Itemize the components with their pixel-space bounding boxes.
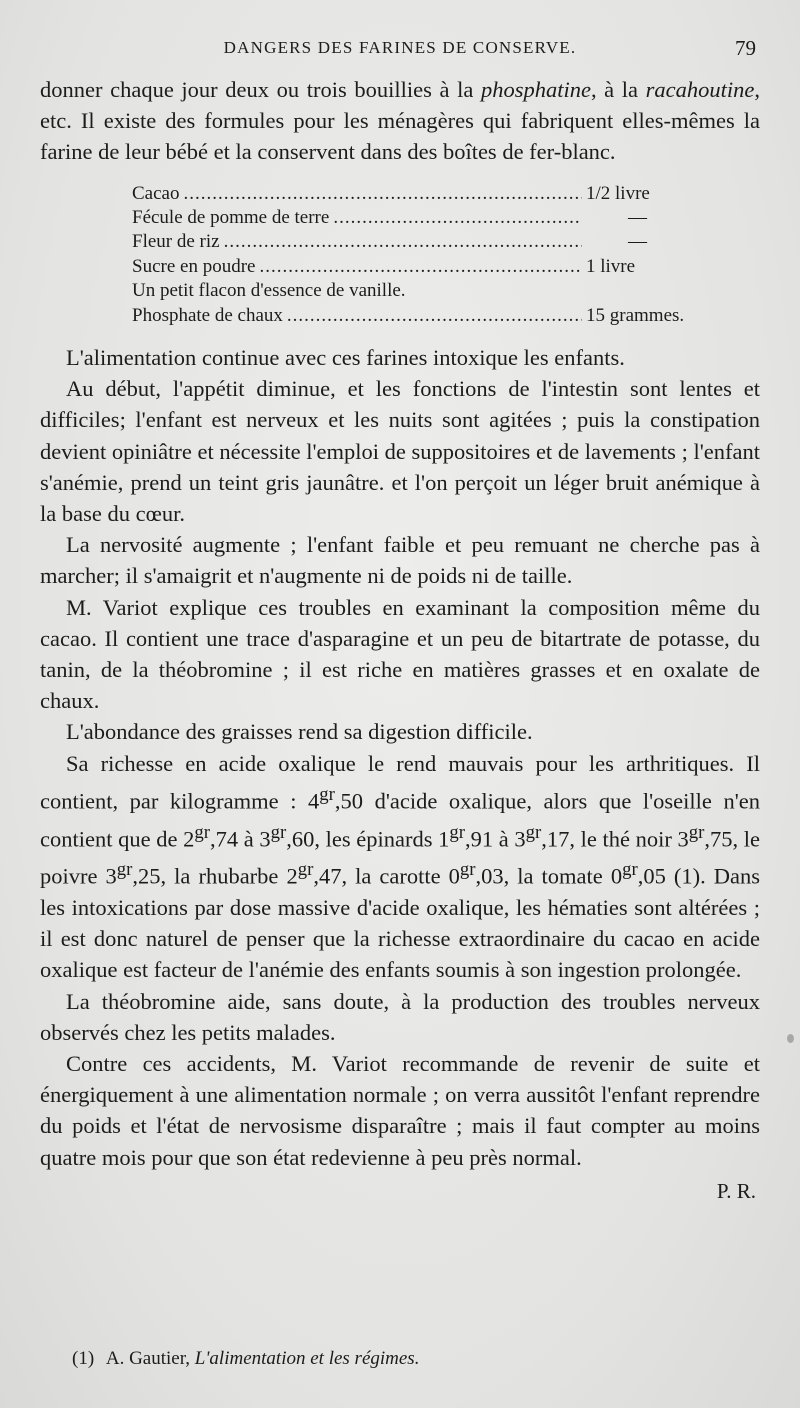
running-title: DANGERS DES FARINES DE CONSERVE.	[223, 38, 577, 57]
recipe-row	[132, 230, 704, 254]
recipe-row	[132, 206, 704, 230]
recipe-quantity: —	[628, 207, 647, 229]
recipe-quantity: 1 livre	[586, 255, 636, 277]
recipe-row	[132, 255, 704, 279]
body-paragraph: Au début, l'appétit diminue, et les fonctions de l'intestin sont lentes et difficiles; l'enfant est nerveux et les nuits sont agitées ; puis la constipation devient opiniâtre et nécessite l'emploi de suppositoires et de lavements ; l'enfant s'anémie, prend un teint gris jaunâtre. et l'on perçoit un léger bruit anémique à la base du cœur.	[40, 376, 760, 527]
leader-dots	[287, 304, 582, 328]
body-paragraph: M. Variot explique ces troubles en examinant la composition même du cacao. Il contient une trace d'asparagine et un peu de bitartrate de potasse, du tanin, de la théobromine ; il est riche en matières grasses et en oxalate de chaux.	[40, 594, 760, 714]
recipe-item: Fleur de riz	[132, 231, 220, 253]
recipe-row	[132, 279, 704, 303]
recipe-item: Fécule de pomme de terre	[132, 207, 330, 229]
leader-dots	[183, 182, 582, 206]
recipe-quantity: —	[628, 231, 647, 253]
author-signature: P. R.	[716, 1178, 756, 1203]
leader-dots	[333, 206, 582, 230]
footnote-marker: (1)	[72, 1348, 95, 1369]
leader-dots	[224, 230, 582, 254]
recipe-row	[132, 304, 704, 328]
footnote	[72, 1348, 760, 1370]
recipe-item: Phosphate de chaux	[132, 304, 283, 326]
page-body	[40, 74, 760, 1204]
leader-dots	[259, 255, 582, 279]
body-paragraph: Sa richesse en acide oxalique le rend mauvais pour les arthritiques. Il contient, par kilogramme : $4^{gr},50$ d'acide oxalique, alors que l'oseille n'en contient que de $2^{gr},74$ à $3^{gr},60$, les épinards $1^{gr},91$ à $3^{gr},17$, le thé noir $3^{gr},75$, le poivre $3^{gr},25$, la rhubarbe $2^{gr},47$, la carotte $0^{gr},03$, la tomate $0^{gr},05$ (1). Dans les intoxications par dose massive d'acide oxalique, les hématies sont altérées ; il est donc naturel de penser que la richesse extraordinaire du cacao en acide oxalique est facteur de l'anémie des enfants soumis à son ingestion prolongée.	[40, 750, 760, 983]
paper-speck	[787, 1034, 794, 1043]
footnote-title: L'alimentation et les régimes.	[194, 1348, 420, 1369]
page-header	[40, 36, 760, 60]
body-paragraph: La théobromine aide, sans doute, à la production des troubles nerveux observés chez les petits malades.	[40, 988, 760, 1045]
recipe-list	[132, 182, 704, 328]
recipe-quantity: 1/2 livre	[586, 182, 650, 204]
recipe-item: Cacao	[132, 182, 180, 204]
intro-paragraph: donner chaque jour deux ou trois bouillies à la phosphatine, à la racahoutine, etc. Il existe des formules pour les ménagères qui fabriquent elles-mêmes la farine de leur bébé et la conservent dans des boîtes de fer-blanc.	[40, 77, 760, 165]
recipe-item: Un petit flacon d'essence de vanille.	[132, 280, 406, 302]
recipe-item: Sucre en poudre	[132, 255, 256, 277]
page-number: 79	[735, 36, 756, 60]
body-paragraph: Contre ces accidents, M. Variot recommande de revenir de suite et énergiquement à une alimentation normale ; on verra aussitôt l'enfant reprendre du poids et l'état de nervosisme disparaître ; mais il faut compter au moins quatre mois pour que son état redevienne à peu près normal.	[40, 1051, 760, 1170]
recipe-quantity: 15 grammes.	[586, 304, 685, 326]
footnote-author: A. Gautier,	[105, 1348, 191, 1369]
body-paragraph: La nervosité augmente ; l'enfant faible et peu remuant ne cherche pas à marcher; il s'amaigrit et n'augmente ni de poids ni de taille.	[40, 532, 760, 589]
body-paragraph: L'alimentation continue avec ces farines intoxique les enfants.	[66, 345, 625, 371]
body-paragraph: L'abondance des graisses rend sa digestion difficile.	[66, 719, 533, 745]
recipe-row	[132, 182, 704, 206]
